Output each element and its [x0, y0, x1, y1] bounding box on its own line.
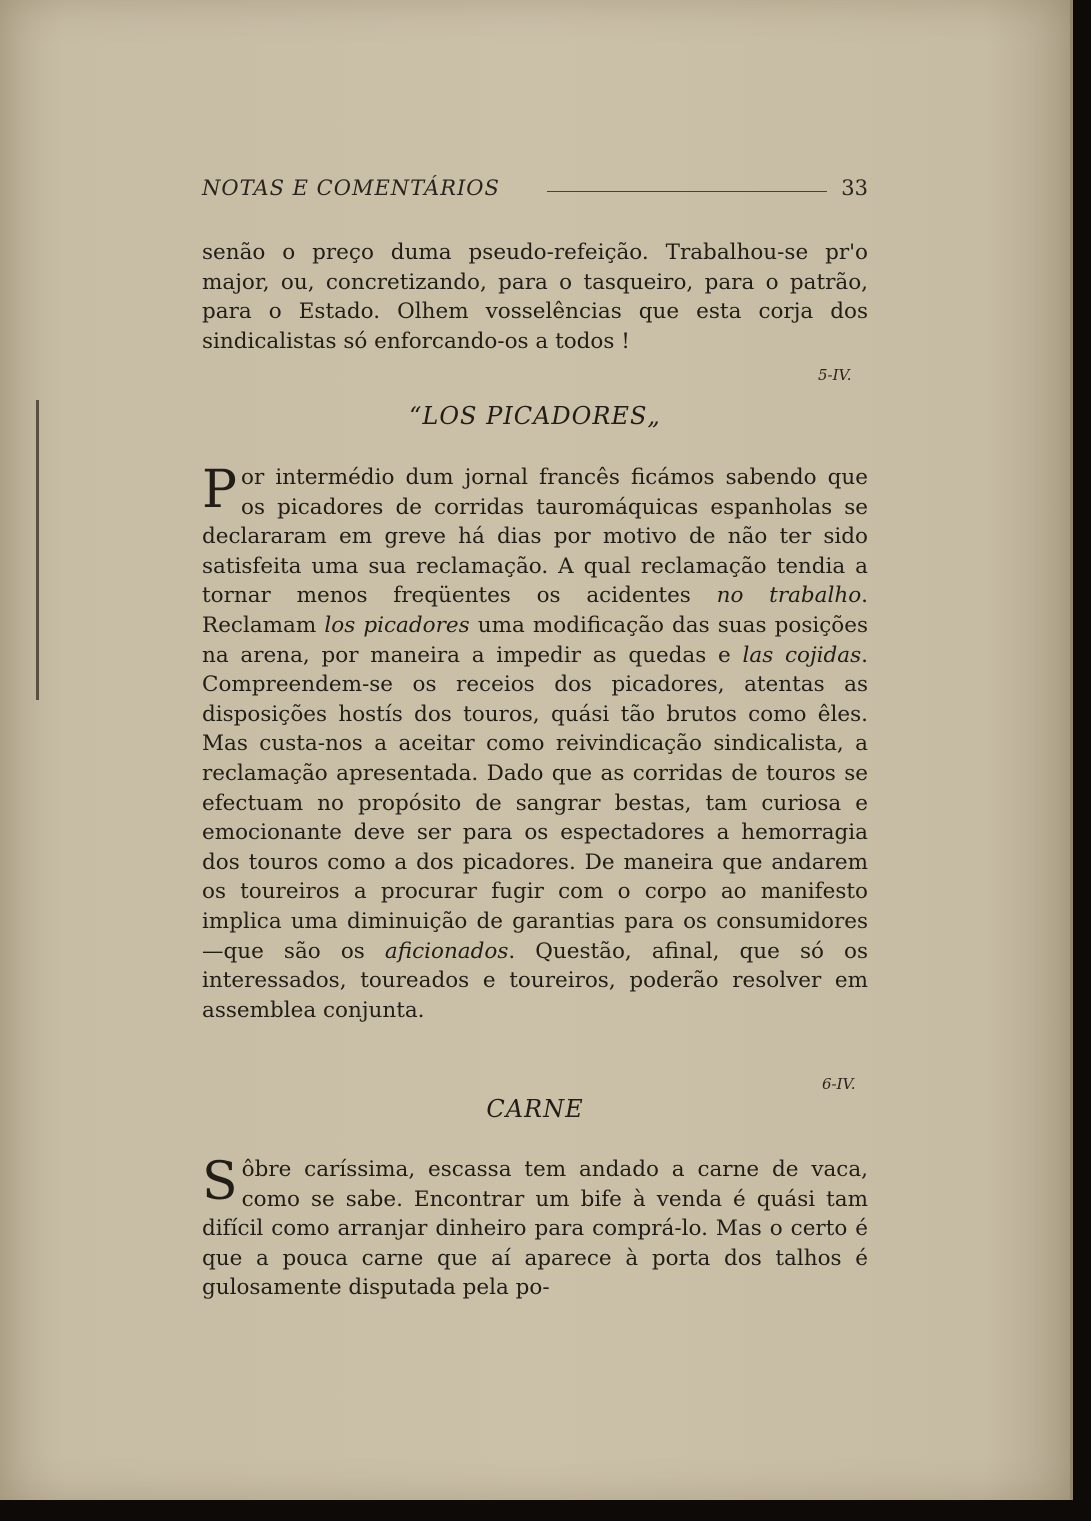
- page-number: 33: [841, 176, 868, 200]
- picadores-text-b: . Reclamam: [202, 583, 869, 638]
- carne-paragraph: [202, 1152, 868, 1303]
- picadores-text-d: . Compreendem-se os receios dos picadores, atentas as disposições hostís dos touros, quási tão brutos como êles. Mas custa-nos a aceitar como reivindicação sindicalista, a reclamação apresentada. Dado que as corridas de touros se efectuam no propósito de sangrar bestas, tam curiosa e emocionante deve ser para os espectadores a hemorragia dos touros como a dos picadores. De maneira que andarem os toureiros a procurar fugir com o corpo ao manifesto implica uma diminuição de garantias para os consumidores—que são os: [202, 642, 868, 964]
- picadores-em-3: las cojidas: [742, 642, 862, 668]
- picadores-article: [202, 460, 869, 1025]
- carne-text: ôbre caríssima, escassa tem andado a carne de vaca, como se sabe. Encontrar um bife à venda é quási tam difícil como arranjar dinheiro para comprá-lo. Mas o certo é que a pouca carne que aí aparece à porta dos talhos é gulosamente disputada pela po-: [202, 1157, 868, 1301]
- picadores-em-4: aficionados: [384, 938, 509, 964]
- picadores-text-c: uma modificação das suas posições na arena, por maneira a impedir as quedas e: [202, 612, 868, 668]
- section-title-carne: CARNE: [486, 1095, 584, 1123]
- header-rule: [547, 191, 827, 192]
- running-head: [202, 172, 870, 208]
- picadores-em-2: los picadores: [324, 612, 470, 638]
- date-mark-1: 5-IV.: [818, 366, 852, 384]
- running-title: NOTAS E COMENTÁRIOS: [202, 176, 500, 200]
- picadores-text-e: . Questão, afinal, que só os interessados, toureados e toureiros, poderão resolver em assemblea conjunta.: [202, 938, 869, 1023]
- picadores-text-a: or intermédio dum jornal francês ficámos sabendo que os picadores de corridas tauromáquicas espanholas se declararam em greve há dias por motivo de não ter sido satisfeita uma sua reclamação. A qual reclamação tendia a tornar menos freqüentes os acidentes: [202, 465, 868, 609]
- dropcap-p: P: [202, 460, 237, 520]
- picadores-paragraph: [202, 460, 869, 1025]
- intro-text: senão o preço duma pseudo-refeição. Trabalhou-se pr'o major, ou, concretizando, para o tasqueiro, para o patrão, para o Estado. Olhem vosselências que esta corja dos sindicalistas só enforcando-os a todos !: [202, 240, 868, 354]
- date-mark-2: 6-IV.: [822, 1075, 856, 1093]
- dropcap-s: S: [202, 1152, 238, 1212]
- carne-article: [202, 1152, 868, 1303]
- section-title-picadores: “LOS PICADORES„: [409, 402, 661, 430]
- picadores-em-1: no trabalho: [716, 583, 862, 609]
- binding-mark: [36, 400, 39, 700]
- intro-paragraph: [202, 238, 868, 356]
